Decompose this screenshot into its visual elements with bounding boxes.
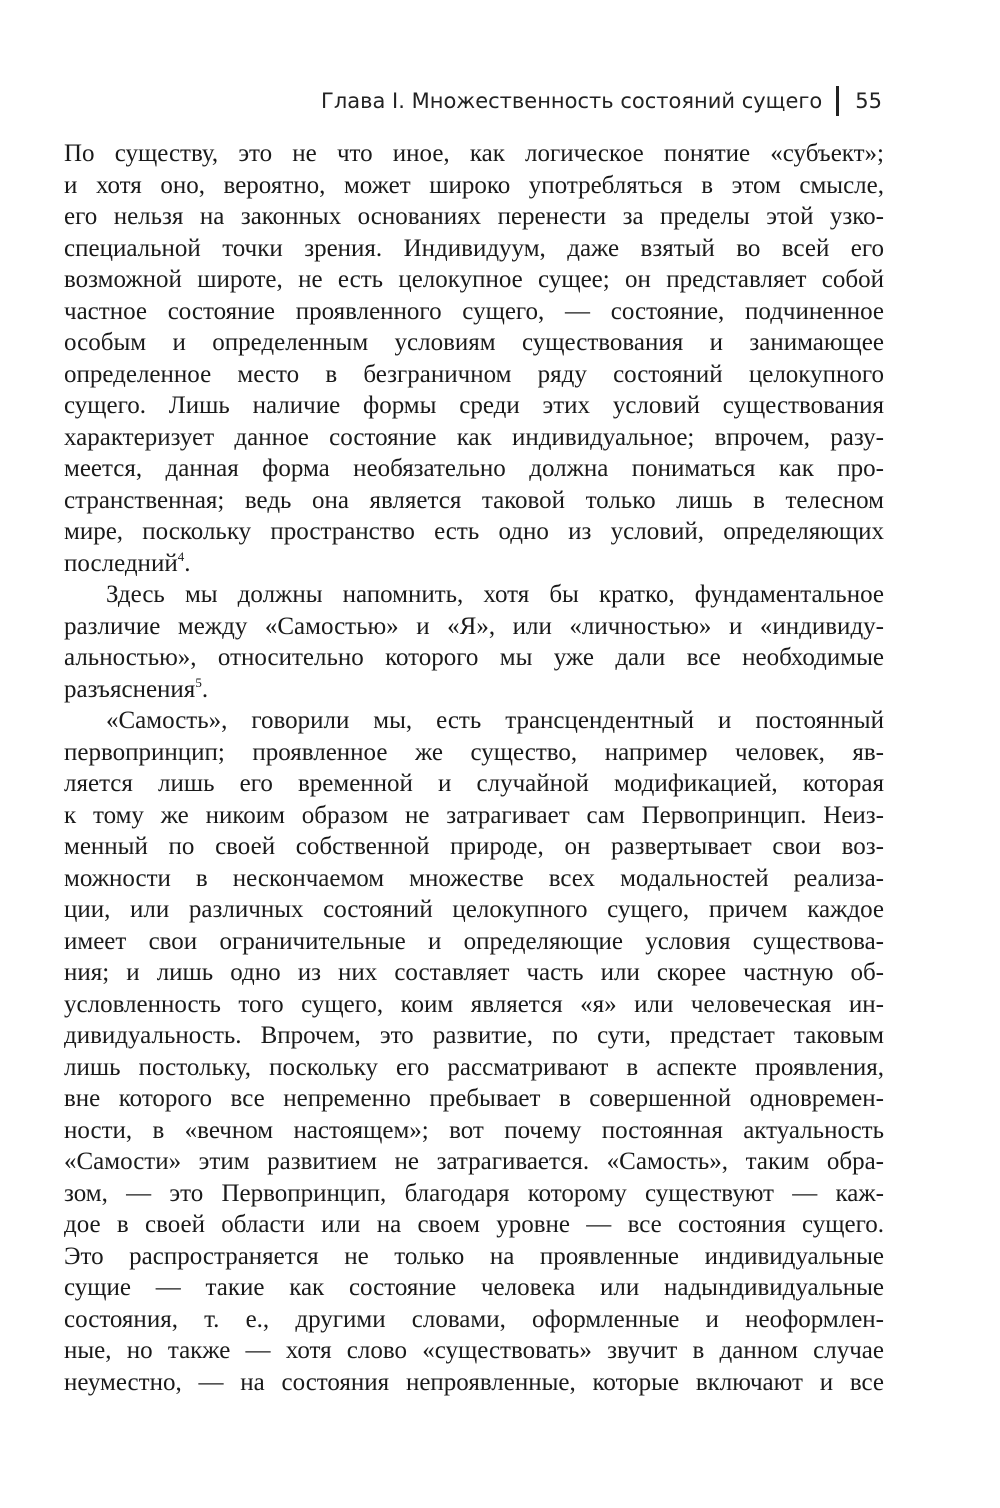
text-line: ные, но также — хотя слово «существовать» звучит в данном случае <box>64 1337 884 1364</box>
text-line: вне которого все непременно пребывает в совершенной одновремен- <box>64 1085 884 1112</box>
text-line: и хотя оно, вероятно, может широко употребляться в этом смысле, <box>64 171 884 199</box>
text-line: «Самости» этим развитием не затрагивается. «Самость», таким обра- <box>64 1148 884 1175</box>
text-line: ния; и лишь одно из них составляет часть или скорее частную об- <box>64 959 884 986</box>
text-line: ляется лишь его временной и случайной модификацией, которая <box>64 770 884 797</box>
text-line: определенное место в безграничном ряду состояний целокупного <box>64 360 884 388</box>
line-punct: . <box>184 549 191 577</box>
text-line: дивидуальность. Впрочем, это развитие, по сути, предстает таковым <box>64 1022 884 1049</box>
text-line: специальной точки зрения. Индивидуум, даже взятый во всей его <box>64 234 884 262</box>
header-divider <box>836 86 839 116</box>
text-line: мире, поскольку пространство есть одно из условий, определяющих <box>64 518 884 545</box>
text-line: Здесь мы должны напомнить, хотя бы кратко, фундаментальное <box>106 581 884 608</box>
text-line: особым и определенным условиям существования и занимающее <box>64 329 884 356</box>
text-line: ции, или различных состояний целокупного сущего, причем каждое <box>64 896 884 923</box>
text-line: характеризует данное состояние как индивидуальное; впрочем, разу- <box>64 423 884 451</box>
text-line: странственная; ведь она является таковой только лишь в телесном <box>64 486 884 514</box>
text-line: первопринцип; проявленное же существо, например человек, яв- <box>64 738 884 766</box>
line-punct: . <box>201 675 209 703</box>
text-line: условленность того сущего, коим является «я» или человеческая ин- <box>64 990 884 1018</box>
text-line: По существу, это не что иное, как логическое понятие «субъект»; <box>64 140 884 167</box>
running-head <box>321 86 882 116</box>
text-line <box>64 548 884 580</box>
text-line: имеет свои ограничительные и определяющие условия существова- <box>64 927 884 955</box>
text-line: к тому же никоим образом не затрагивает сам Первопринцип. Неиз- <box>64 801 884 829</box>
text-line: неуместно, — на состояния непроявленные, которые включают и все <box>64 1368 884 1396</box>
text-line: меется, данная форма необязательно должна пониматься как про- <box>64 455 884 482</box>
text-line: его нельзя на законных основаниях перенести за пределы этой узко- <box>64 203 884 230</box>
chapter-title: Глава I. Множественность состояний сущего <box>321 89 823 113</box>
line-text: последний <box>64 549 178 577</box>
text-line: дое в своей области или на своем уровне — все состояния сущего. <box>64 1211 884 1238</box>
text-line <box>64 674 884 706</box>
body-text <box>64 138 884 1398</box>
page-number: 55 <box>855 89 882 113</box>
text-line: возможной широте, не есть целокупное сущее; он представляет собой <box>64 266 884 293</box>
text-line: менный по своей собственной природе, он развертывает свои воз- <box>64 833 884 860</box>
footnote-ref-5[interactable]: 5 <box>195 674 202 690</box>
text-line: Это распространяется не только на проявленные индивидуальные <box>64 1242 884 1270</box>
text-line: состояния, т. е., другими словами, оформленные и неоформлен- <box>64 1305 884 1333</box>
text-line: можности в нескончаемом множестве всех модальностей реализа- <box>64 864 884 892</box>
text-line: частное состояние проявленного сущего, — состояние, подчиненное <box>64 297 884 325</box>
text-line: различие между «Самостью» и «Я», или «личностью» и «индивиду- <box>64 612 884 640</box>
text-line: сущего. Лишь наличие формы среди этих условий существования <box>64 392 884 419</box>
text-line: ности, в «вечном настоящем»; вот почему постоянная актуальность <box>64 1116 884 1144</box>
text-line: альностью», относительно которого мы уже дали все необходимые <box>64 644 884 671</box>
text-line: сущие — такие как состояние человека или надындивидуальные <box>64 1274 884 1301</box>
text-line: «Самость», говорили мы, есть трансцендентный и постоянный <box>106 707 884 734</box>
text-line: лишь постольку, поскольку его рассматривают в аспекте проявления, <box>64 1053 884 1081</box>
footnote-ref-4[interactable]: 4 <box>177 548 185 564</box>
line-text: разъяснения <box>64 675 196 703</box>
text-line: зом, — это Первопринцип, благодаря которому существуют — каж- <box>64 1179 884 1207</box>
